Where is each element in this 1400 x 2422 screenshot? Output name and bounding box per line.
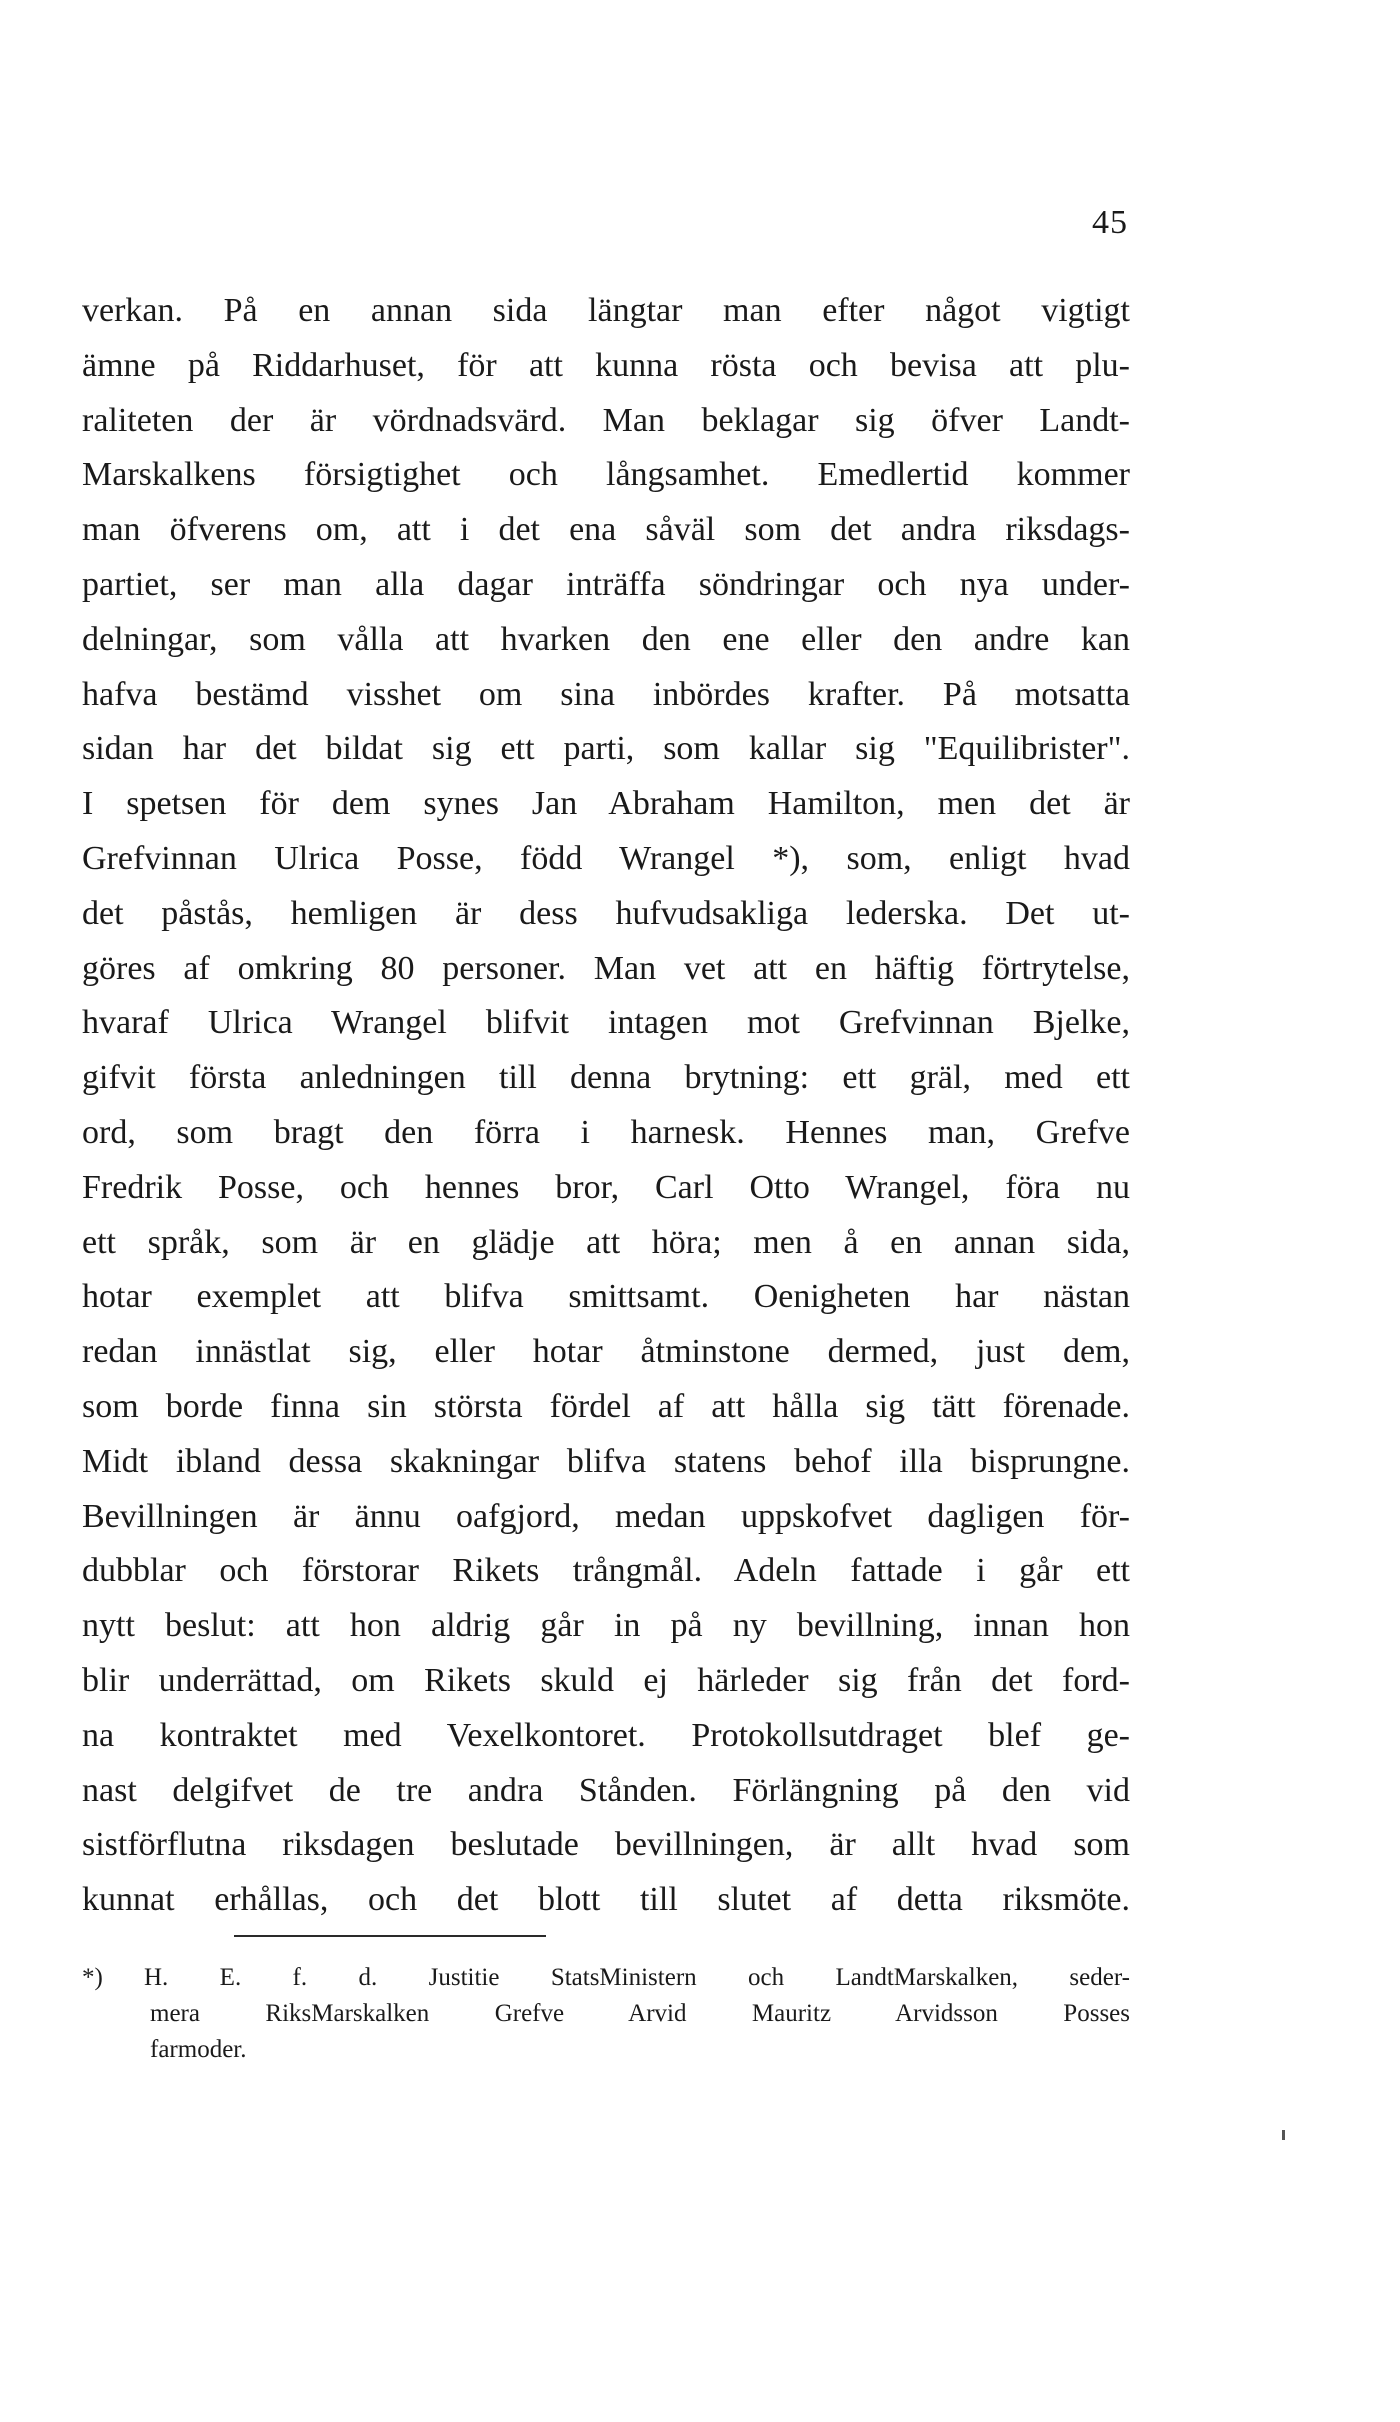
page-number: 45 [1092, 204, 1128, 241]
text-line: dubblar och förstorar Rikets trångmål. Adeln fattade i går ett [82, 1552, 1130, 1590]
text-line: hafva bestämd visshet om sina inbördes krafter. På motsatta [82, 675, 1130, 713]
text-line: partiet, ser man alla dagar inträffa söndringar och nya under- [82, 565, 1130, 603]
text-line: Marskalkens försigtighet och långsamhet. Emedlertid kommer [82, 456, 1130, 494]
text-line: det påstås, hemligen är dess hufvudsakliga lederska. Det ut- [82, 894, 1130, 932]
text-line: göres af omkring 80 personer. Man vet att en häftig förtrytelse, [82, 949, 1130, 987]
text-line: Midt ibland dessa skakningar blifva statens behof illa bisprungne. [82, 1442, 1130, 1480]
text-line: raliteten der är vördnadsvärd. Man beklagar sig öfver Landt- [82, 401, 1130, 439]
text-line: hvaraf Ulrica Wrangel blifvit intagen mot Grefvinnan Bjelke, [82, 1004, 1130, 1042]
text-line: blir underrättad, om Rikets skuld ej härleder sig från det ford- [82, 1661, 1130, 1699]
footnote-marker: *) [82, 1964, 103, 1991]
body-text [82, 284, 1130, 1928]
text-line: Fredrik Posse, och hennes bror, Carl Otto Wrangel, föra nu [82, 1168, 1130, 1206]
text-line: verkan. På en annan sida längtar man efter något vigtigt [82, 292, 1130, 329]
text-line: hotar exemplet att blifva smittsamt. Oenigheten har nästan [82, 1278, 1130, 1316]
text-line: delningar, som vålla att hvarken den ene eller den andre kan [82, 620, 1130, 658]
footnote-text: H. E. f. d. Justitie StatsMinistern och LandtMarskalken, seder- [144, 1964, 1130, 1991]
footnote-line [82, 1960, 1130, 1996]
print-speck [1282, 2130, 1285, 2140]
text-line: kunnat erhållas, och det blott till slutet af detta riksmöte. [82, 1881, 1130, 1919]
text-line: Bevillningen är ännu oafgjord, medan uppskofvet dagligen för- [82, 1497, 1130, 1535]
text-line: redan innästlat sig, eller hotar åtminstone dermed, just dem, [82, 1333, 1130, 1371]
text-line: som borde finna sin största fördel af att hålla sig tätt förenade. [82, 1387, 1130, 1425]
footnote-line: farmoder. [150, 2036, 247, 2063]
text-line: ord, som bragt den förra i harnesk. Hennes man, Grefve [82, 1113, 1130, 1151]
text-line: I spetsen för dem synes Jan Abraham Hamilton, men det är [82, 785, 1130, 823]
text-line: gifvit första anledningen till denna brytning: ett gräl, med ett [82, 1059, 1130, 1097]
text-line: Grefvinnan Ulrica Posse, född Wrangel *), som, enligt hvad [82, 839, 1130, 877]
text-line: sidan har det bildat sig ett parti, som kallar sig "Equilibrister". [82, 730, 1130, 768]
text-line: ämne på Riddarhuset, för att kunna rösta och bevisa att plu- [82, 346, 1130, 384]
text-line: na kontraktet med Vexelkontoret. Protokollsutdraget blef ge- [82, 1716, 1130, 1754]
footnote-line: mera RiksMarskalken Grefve Arvid Mauritz Arvidsson Posses [150, 2000, 1130, 2027]
footnote [82, 1960, 1130, 2068]
text-line: ett språk, som är en glädje att höra; men å en annan sida, [82, 1223, 1130, 1261]
footnote-divider [234, 1935, 546, 1937]
text-line: nytt beslut: att hon aldrig går in på ny bevillning, innan hon [82, 1607, 1130, 1645]
text-line: sistförflutna riksdagen beslutade bevillningen, är allt hvad som [82, 1826, 1130, 1864]
text-line: man öfverens om, att i det ena såväl som det andra riksdags- [82, 511, 1130, 549]
text-line: nast delgifvet de tre andra Stånden. Förlängning på den vid [82, 1771, 1130, 1809]
